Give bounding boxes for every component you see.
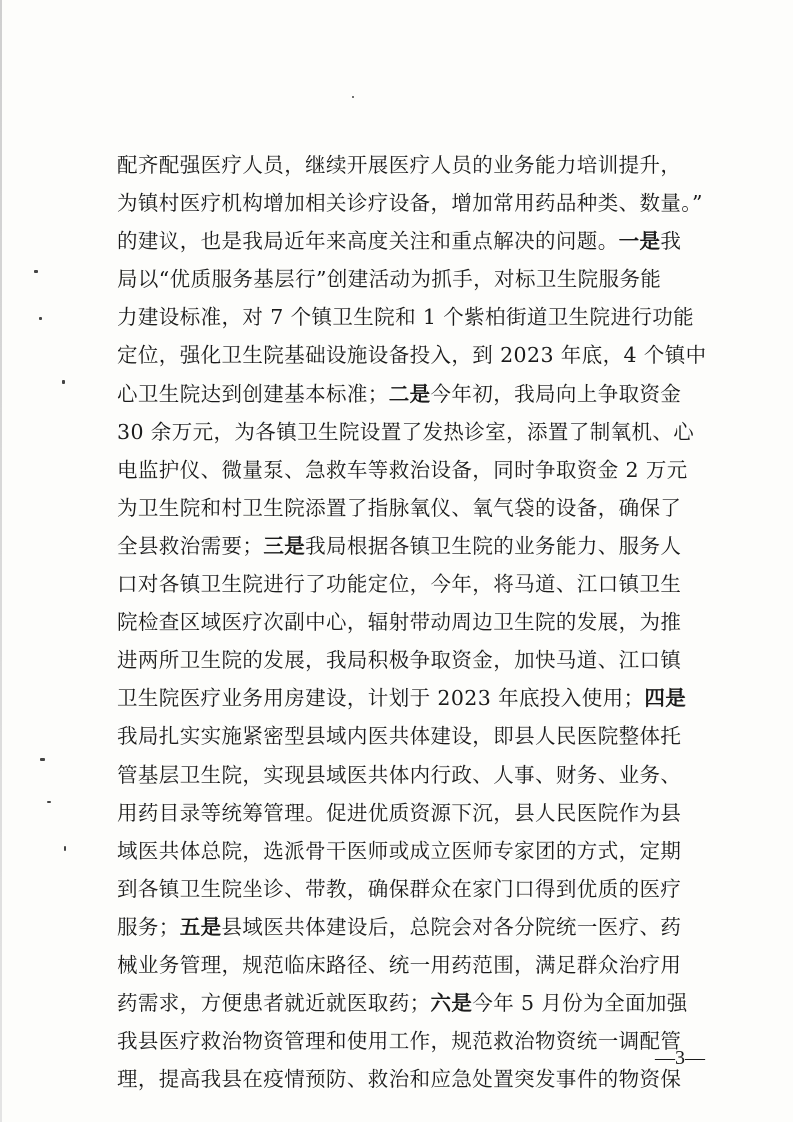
text-segment: 心卫生院达到创建基本标准； [117, 381, 389, 406]
text-line [117, 565, 688, 603]
text-segment: 我局扎实实施紧密型县域内医共体建设，即县人民医院整体托 [117, 724, 682, 749]
text-segment: 的建议，也是我局近年来高度关注和重点解决的问题。 [117, 229, 619, 254]
text-line [117, 756, 688, 794]
text-segment: 局以“优质服务基层行”创建活动为抓手，对标卫生院服务能 [117, 267, 662, 292]
scan-speck [64, 846, 66, 851]
text-segment: 配齐配强医疗人员，继续开展医疗人员的业务能力培训提升， [117, 153, 682, 177]
text-line [117, 146, 688, 184]
text-segment: 到各镇卫生院坐诊、带教，确保群众在家门口得到优质的医疗 [117, 876, 682, 901]
text-segment: 为镇村医疗机构增加相关诊疗设备，增加常用药品种类、数量。” [117, 191, 703, 216]
page-number: —3— [655, 1047, 705, 1069]
scan-speck [47, 801, 51, 803]
text-segment: 理，提高我县在疫情预防、救治和应急处置突发事件的物资保 [117, 1067, 682, 1092]
text-segment: 域医共体总院，选派骨干医师或成立医师专家团的方式，定期 [117, 838, 682, 863]
text-line [117, 641, 688, 679]
text-segment: 械业务管理，规范临床路径、统一用药范围，满足群众治疗用 [117, 952, 682, 977]
text-line [117, 451, 688, 489]
text-line [117, 1022, 688, 1060]
text-segment: 我局根据各镇卫生院的业务能力、服务人 [305, 533, 682, 558]
scan-edge [0, 0, 2, 1122]
text-segment: 院检查区域医疗次副中心，辐射带动周边卫生院的发展，为推 [117, 610, 682, 635]
text-segment: 我县医疗救治物资管理和使用工作，规范救治物资统一调配管 [117, 1029, 682, 1054]
text-line [117, 870, 688, 908]
text-line [117, 984, 688, 1022]
text-line [117, 603, 688, 641]
text-line [117, 489, 688, 527]
text-segment: 进两所卫生院的发展，我局积极争取资金，加快马道、江口镇 [117, 648, 682, 673]
emphasis-marker: 六是 [430, 991, 473, 1016]
text-line [117, 184, 703, 222]
text-line [117, 336, 707, 374]
emphasis-marker: 一是 [618, 229, 661, 254]
text-segment: 定位，强化卫生院基础设施设备投入，到 2023 年底，4 个镇中 [117, 343, 707, 368]
text-segment: 管基层卫生院，实现县域医共体内行政、人事、财务、业务、 [117, 762, 682, 787]
text-segment: 30 余万元，为各镇卫生院设置了发热诊室，添置了制氧机、心 [117, 419, 695, 444]
scan-speck [352, 96, 354, 98]
text-segment: 服务； [117, 914, 180, 939]
text-segment: 口对各镇卫生院进行了功能定位，今年，将马道、江口镇卫生 [117, 572, 682, 597]
text-line [117, 908, 688, 946]
scan-speck [39, 317, 42, 320]
text-segment: 电监护仪、微量泵、急救车等救治设备，同时争取资金 2 万元 [117, 457, 688, 482]
text-line [117, 260, 688, 298]
text-line [117, 679, 688, 717]
text-segment: 力建设标准，对 7 个镇卫生院和 1 个紫柏街道卫生院进行功能 [117, 305, 695, 330]
text-segment: 卫生院医疗业务用房建设，计划于 2023 年底投入使用； [117, 686, 645, 711]
text-line [117, 222, 688, 260]
emphasis-marker: 三是 [263, 533, 306, 558]
text-segment: 全县救治需要； [117, 533, 264, 558]
emphasis-marker: 四是 [644, 686, 687, 711]
text-segment: 我 [660, 229, 682, 254]
text-line [117, 413, 695, 451]
scan-speck [62, 380, 65, 384]
text-segment: 为卫生院和村卫生院添置了指脉氧仪、氧气袋的设备，确保了 [117, 495, 682, 520]
text-segment: 药需求，方便患者就近就医取药； [117, 991, 431, 1016]
text-segment: 今年初，我局向上争取资金 [430, 381, 682, 406]
text-segment: 县域医共体建设后，总院会对各分院统一医疗、药 [221, 914, 682, 939]
text-segment: 用药目录等统筹管理。促进优质资源下沉，县人民医院作为县 [117, 800, 682, 825]
text-line [117, 298, 695, 336]
text-line [117, 946, 688, 984]
body-paragraph [117, 146, 707, 1098]
text-line [117, 832, 688, 870]
emphasis-marker: 二是 [388, 381, 431, 406]
text-segment: 今年 5 月份为全面加强 [472, 991, 688, 1016]
scan-speck [34, 270, 38, 273]
text-line [117, 527, 688, 565]
text-line [117, 717, 688, 755]
text-line [117, 794, 688, 832]
scan-speck [40, 758, 45, 761]
emphasis-marker: 五是 [179, 914, 222, 939]
text-line [117, 1060, 688, 1098]
text-line [117, 375, 688, 413]
